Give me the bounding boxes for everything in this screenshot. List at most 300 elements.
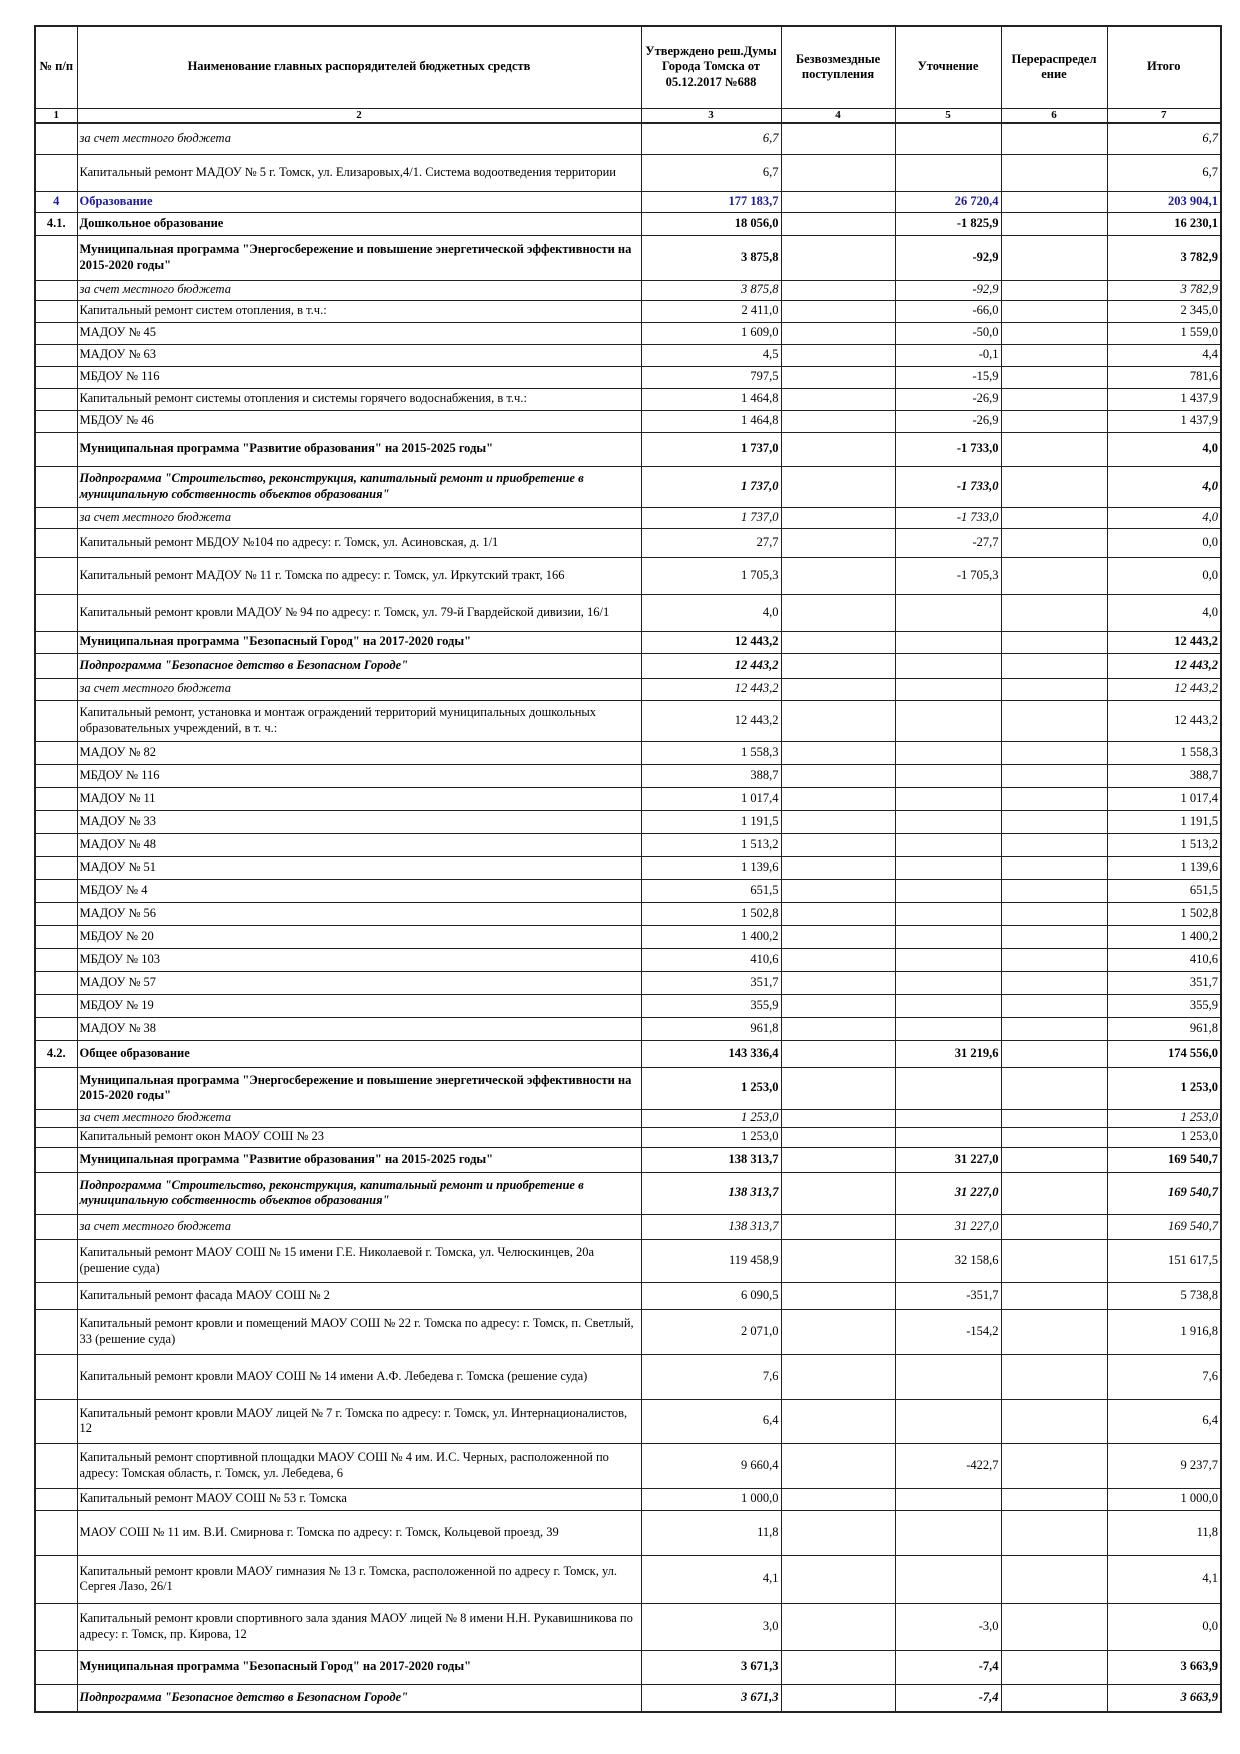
table-row bbox=[35, 123, 1221, 154]
row-name: МБДОУ № 4 bbox=[77, 879, 641, 902]
table-row bbox=[35, 432, 1221, 466]
grants-value bbox=[781, 1488, 895, 1510]
approved-value: 3 671,3 bbox=[641, 1650, 781, 1684]
grants-value bbox=[781, 879, 895, 902]
redistribution-value bbox=[1001, 322, 1107, 344]
redistribution-value bbox=[1001, 902, 1107, 925]
row-name: Капитальный ремонт кровли МАОУ гимназия № 13 г. Томска, расположенной по адресу г. Томск, ул. Сергея Лазо, 26/1 bbox=[77, 1555, 641, 1603]
total-value: 355,9 bbox=[1107, 994, 1221, 1017]
approved-value: 1 609,0 bbox=[641, 322, 781, 344]
grants-value bbox=[781, 1214, 895, 1239]
row-number bbox=[35, 1684, 77, 1712]
total-value: 169 540,7 bbox=[1107, 1172, 1221, 1214]
adjustment-value: -26,9 bbox=[895, 410, 1001, 432]
redistribution-value bbox=[1001, 366, 1107, 388]
approved-value: 1 464,8 bbox=[641, 410, 781, 432]
approved-value: 1 558,3 bbox=[641, 741, 781, 764]
row-name: МАДОУ № 57 bbox=[77, 971, 641, 994]
adjustment-value: -66,0 bbox=[895, 300, 1001, 322]
adjustment-value bbox=[895, 833, 1001, 856]
approved-value: 1 737,0 bbox=[641, 507, 781, 528]
approved-value: 1 253,0 bbox=[641, 1067, 781, 1109]
total-value: 3 782,9 bbox=[1107, 235, 1221, 280]
adjustment-value: -1 733,0 bbox=[895, 507, 1001, 528]
table-row bbox=[35, 1147, 1221, 1172]
redistribution-value bbox=[1001, 1239, 1107, 1282]
total-value: 1 916,8 bbox=[1107, 1309, 1221, 1354]
row-number: 4.2. bbox=[35, 1040, 77, 1067]
adjustment-value bbox=[895, 1488, 1001, 1510]
redistribution-value bbox=[1001, 466, 1107, 507]
row-name: Капитальный ремонт МАОУ СОШ № 15 имени Г.Е. Николаевой г. Томска, ул. Челюскинцев, 20а (решение суда) bbox=[77, 1239, 641, 1282]
adjustment-value: 31 219,6 bbox=[895, 1040, 1001, 1067]
redistribution-value bbox=[1001, 1650, 1107, 1684]
table-row bbox=[35, 212, 1221, 235]
column-number: 6 bbox=[1001, 108, 1107, 123]
total-value: 351,7 bbox=[1107, 971, 1221, 994]
table-row bbox=[35, 810, 1221, 833]
adjustment-value: 31 227,0 bbox=[895, 1172, 1001, 1214]
total-value: 1 558,3 bbox=[1107, 741, 1221, 764]
row-name: за счет местного бюджета bbox=[77, 1214, 641, 1239]
row-name: МАДОУ № 33 bbox=[77, 810, 641, 833]
redistribution-value bbox=[1001, 557, 1107, 594]
total-value: 0,0 bbox=[1107, 1603, 1221, 1650]
approved-value: 4,0 bbox=[641, 594, 781, 631]
approved-value: 4,1 bbox=[641, 1555, 781, 1603]
adjustment-value: -1 733,0 bbox=[895, 466, 1001, 507]
adjustment-value: -1 825,9 bbox=[895, 212, 1001, 235]
row-name: Муниципальная программа "Энергосбережение и повышение энергетической эффективности на 2015-2020 годы" bbox=[77, 1067, 641, 1109]
redistribution-value bbox=[1001, 810, 1107, 833]
total-value: 6,7 bbox=[1107, 154, 1221, 191]
total-value: 169 540,7 bbox=[1107, 1147, 1221, 1172]
table-row bbox=[35, 653, 1221, 678]
row-number bbox=[35, 971, 77, 994]
grants-value bbox=[781, 856, 895, 879]
redistribution-value bbox=[1001, 994, 1107, 1017]
total-value: 2 345,0 bbox=[1107, 300, 1221, 322]
grants-value bbox=[781, 410, 895, 432]
table-row bbox=[35, 528, 1221, 557]
row-number bbox=[35, 280, 77, 300]
approved-value: 177 183,7 bbox=[641, 191, 781, 212]
total-value: 4,0 bbox=[1107, 432, 1221, 466]
adjustment-value bbox=[895, 741, 1001, 764]
adjustment-value bbox=[895, 1127, 1001, 1147]
grants-value bbox=[781, 1282, 895, 1309]
redistribution-value bbox=[1001, 410, 1107, 432]
table-row bbox=[35, 322, 1221, 344]
row-name: Подпрограмма "Строительство, реконструкция, капитальный ремонт и приобретение в муниципальную собственность объектов образования" bbox=[77, 466, 641, 507]
adjustment-value bbox=[895, 856, 1001, 879]
table-row bbox=[35, 1017, 1221, 1040]
adjustment-value bbox=[895, 1109, 1001, 1127]
row-name: Капитальный ремонт кровли МАОУ лицей № 7 г. Томска по адресу: г. Томск, ул. Интернационалистов, 12 bbox=[77, 1399, 641, 1443]
adjustment-value: -154,2 bbox=[895, 1309, 1001, 1354]
total-value: 1 191,5 bbox=[1107, 810, 1221, 833]
row-name: Капитальный ремонт кровли спортивного зала здания МАОУ лицей № 8 имени Н.Н. Рукавишникова по адресу: г. Томск, пр. Кирова, 12 bbox=[77, 1603, 641, 1650]
row-number bbox=[35, 1109, 77, 1127]
grants-value bbox=[781, 154, 895, 191]
row-name: МБДОУ № 116 bbox=[77, 764, 641, 787]
total-value: 410,6 bbox=[1107, 948, 1221, 971]
adjustment-value bbox=[895, 948, 1001, 971]
row-name: за счет местного бюджета bbox=[77, 123, 641, 154]
grants-value bbox=[781, 1172, 895, 1214]
redistribution-value bbox=[1001, 1067, 1107, 1109]
redistribution-value bbox=[1001, 594, 1107, 631]
row-name: Капитальный ремонт систем отопления, в т.ч.: bbox=[77, 300, 641, 322]
grants-value bbox=[781, 466, 895, 507]
redistribution-value bbox=[1001, 280, 1107, 300]
row-number bbox=[35, 366, 77, 388]
row-number bbox=[35, 466, 77, 507]
approved-value: 1 705,3 bbox=[641, 557, 781, 594]
redistribution-value bbox=[1001, 1555, 1107, 1603]
redistribution-value bbox=[1001, 1399, 1107, 1443]
adjustment-value bbox=[895, 879, 1001, 902]
adjustment-value bbox=[895, 653, 1001, 678]
row-number bbox=[35, 1603, 77, 1650]
table-row bbox=[35, 1603, 1221, 1650]
adjustment-value bbox=[895, 1017, 1001, 1040]
approved-value: 6,7 bbox=[641, 123, 781, 154]
table-row bbox=[35, 1067, 1221, 1109]
column-number-row bbox=[35, 108, 1221, 123]
row-number: 4 bbox=[35, 191, 77, 212]
total-value: 3 663,9 bbox=[1107, 1650, 1221, 1684]
adjustment-value bbox=[895, 700, 1001, 741]
adjustment-value: -92,9 bbox=[895, 235, 1001, 280]
approved-value: 1 513,2 bbox=[641, 833, 781, 856]
redistribution-value bbox=[1001, 1214, 1107, 1239]
total-value: 1 000,0 bbox=[1107, 1488, 1221, 1510]
grants-value bbox=[781, 528, 895, 557]
total-value: 4,0 bbox=[1107, 594, 1221, 631]
row-number bbox=[35, 557, 77, 594]
adjustment-value: -1 705,3 bbox=[895, 557, 1001, 594]
adjustment-value: -422,7 bbox=[895, 1443, 1001, 1488]
row-number bbox=[35, 1510, 77, 1555]
total-value: 4,4 bbox=[1107, 344, 1221, 366]
row-number bbox=[35, 856, 77, 879]
redistribution-value bbox=[1001, 787, 1107, 810]
approved-value: 138 313,7 bbox=[641, 1214, 781, 1239]
total-value: 961,8 bbox=[1107, 1017, 1221, 1040]
redistribution-value bbox=[1001, 1684, 1107, 1712]
row-number bbox=[35, 741, 77, 764]
total-value: 203 904,1 bbox=[1107, 191, 1221, 212]
row-name: МБДОУ № 116 bbox=[77, 366, 641, 388]
row-name: Капитальный ремонт МБДОУ №104 по адресу: г. Томск, ул. Асиновская, д. 1/1 bbox=[77, 528, 641, 557]
grants-value bbox=[781, 971, 895, 994]
grants-value bbox=[781, 810, 895, 833]
table-row bbox=[35, 1239, 1221, 1282]
approved-value: 1 464,8 bbox=[641, 388, 781, 410]
approved-value: 355,9 bbox=[641, 994, 781, 1017]
adjustment-value: -0,1 bbox=[895, 344, 1001, 366]
column-number: 7 bbox=[1107, 108, 1221, 123]
grants-value bbox=[781, 1017, 895, 1040]
approved-value: 3 875,8 bbox=[641, 280, 781, 300]
row-number bbox=[35, 1067, 77, 1109]
row-name: за счет местного бюджета bbox=[77, 507, 641, 528]
budget-table bbox=[34, 25, 1222, 1713]
grants-value bbox=[781, 994, 895, 1017]
approved-value: 797,5 bbox=[641, 366, 781, 388]
header-approved: Утверждено реш.Думы Города Томска от 05.12.2017 №688 bbox=[641, 26, 781, 108]
approved-value: 12 443,2 bbox=[641, 631, 781, 653]
total-value: 0,0 bbox=[1107, 557, 1221, 594]
approved-value: 1 191,5 bbox=[641, 810, 781, 833]
redistribution-value bbox=[1001, 678, 1107, 700]
row-number bbox=[35, 1354, 77, 1399]
grants-value bbox=[781, 557, 895, 594]
grants-value bbox=[781, 741, 895, 764]
approved-value: 2 411,0 bbox=[641, 300, 781, 322]
table-row bbox=[35, 833, 1221, 856]
row-number bbox=[35, 1147, 77, 1172]
redistribution-value bbox=[1001, 123, 1107, 154]
total-value: 6,4 bbox=[1107, 1399, 1221, 1443]
row-number bbox=[35, 994, 77, 1017]
grants-value bbox=[781, 212, 895, 235]
total-value: 1 437,9 bbox=[1107, 388, 1221, 410]
grants-value bbox=[781, 235, 895, 280]
table-row bbox=[35, 787, 1221, 810]
redistribution-value bbox=[1001, 1172, 1107, 1214]
row-number bbox=[35, 528, 77, 557]
approved-value: 138 313,7 bbox=[641, 1172, 781, 1214]
grants-value bbox=[781, 123, 895, 154]
approved-value: 6 090,5 bbox=[641, 1282, 781, 1309]
approved-value: 6,7 bbox=[641, 154, 781, 191]
adjustment-value: -7,4 bbox=[895, 1650, 1001, 1684]
adjustment-value bbox=[895, 1510, 1001, 1555]
approved-value: 3 875,8 bbox=[641, 235, 781, 280]
row-number bbox=[35, 300, 77, 322]
column-number: 5 bbox=[895, 108, 1001, 123]
redistribution-value bbox=[1001, 1309, 1107, 1354]
grants-value bbox=[781, 948, 895, 971]
total-value: 4,0 bbox=[1107, 507, 1221, 528]
grants-value bbox=[781, 1040, 895, 1067]
column-number: 3 bbox=[641, 108, 781, 123]
row-number bbox=[35, 879, 77, 902]
total-value: 4,0 bbox=[1107, 466, 1221, 507]
total-value: 9 237,7 bbox=[1107, 1443, 1221, 1488]
row-name: Подпрограмма "Строительство, реконструкция, капитальный ремонт и приобретение в муниципальную собственность объектов образования" bbox=[77, 1172, 641, 1214]
approved-value: 3 671,3 bbox=[641, 1684, 781, 1712]
total-value: 12 443,2 bbox=[1107, 653, 1221, 678]
row-number bbox=[35, 678, 77, 700]
row-name: МБДОУ № 19 bbox=[77, 994, 641, 1017]
row-number bbox=[35, 432, 77, 466]
grants-value bbox=[781, 1510, 895, 1555]
row-name: Капитальный ремонт кровли МАДОУ № 94 по адресу: г. Томск, ул. 79-й Гвардейской дивизии, 16/1 bbox=[77, 594, 641, 631]
table-row bbox=[35, 1488, 1221, 1510]
row-number bbox=[35, 154, 77, 191]
table-row bbox=[35, 557, 1221, 594]
adjustment-value: -27,7 bbox=[895, 528, 1001, 557]
total-value: 6,7 bbox=[1107, 123, 1221, 154]
approved-value: 351,7 bbox=[641, 971, 781, 994]
table-row bbox=[35, 1555, 1221, 1603]
adjustment-value bbox=[895, 631, 1001, 653]
grants-value bbox=[781, 700, 895, 741]
row-number bbox=[35, 948, 77, 971]
grants-value bbox=[781, 902, 895, 925]
approved-value: 410,6 bbox=[641, 948, 781, 971]
column-number: 1 bbox=[35, 108, 77, 123]
total-value: 5 738,8 bbox=[1107, 1282, 1221, 1309]
grants-value bbox=[781, 191, 895, 212]
grants-value bbox=[781, 1443, 895, 1488]
redistribution-value bbox=[1001, 154, 1107, 191]
table-row bbox=[35, 1354, 1221, 1399]
table-row bbox=[35, 388, 1221, 410]
row-number bbox=[35, 344, 77, 366]
adjustment-value bbox=[895, 1354, 1001, 1399]
redistribution-value bbox=[1001, 700, 1107, 741]
row-name: МАДОУ № 38 bbox=[77, 1017, 641, 1040]
table-row bbox=[35, 300, 1221, 322]
row-name: Образование bbox=[77, 191, 641, 212]
row-number bbox=[35, 1239, 77, 1282]
table-row bbox=[35, 1282, 1221, 1309]
column-number: 4 bbox=[781, 108, 895, 123]
row-number bbox=[35, 1555, 77, 1603]
adjustment-value: -26,9 bbox=[895, 388, 1001, 410]
total-value: 174 556,0 bbox=[1107, 1040, 1221, 1067]
total-value: 781,6 bbox=[1107, 366, 1221, 388]
header-redistribution: Перераспредел ение bbox=[1001, 26, 1107, 108]
approved-value: 961,8 bbox=[641, 1017, 781, 1040]
total-value: 0,0 bbox=[1107, 528, 1221, 557]
adjustment-value bbox=[895, 810, 1001, 833]
adjustment-value: -351,7 bbox=[895, 1282, 1001, 1309]
total-value: 1 513,2 bbox=[1107, 833, 1221, 856]
row-number bbox=[35, 1399, 77, 1443]
adjustment-value bbox=[895, 787, 1001, 810]
row-number bbox=[35, 764, 77, 787]
row-name: за счет местного бюджета bbox=[77, 678, 641, 700]
grants-value bbox=[781, 300, 895, 322]
table-body bbox=[35, 123, 1221, 1712]
approved-value: 388,7 bbox=[641, 764, 781, 787]
row-name: Дошкольное образование bbox=[77, 212, 641, 235]
grants-value bbox=[781, 1399, 895, 1443]
grants-value bbox=[781, 1650, 895, 1684]
row-name: Капитальный ремонт кровли МАОУ СОШ № 14 имени А.Ф. Лебедева г. Томска (решение суда) bbox=[77, 1354, 641, 1399]
approved-value: 1 139,6 bbox=[641, 856, 781, 879]
row-number bbox=[35, 1650, 77, 1684]
row-number bbox=[35, 235, 77, 280]
total-value: 4,1 bbox=[1107, 1555, 1221, 1603]
adjustment-value: -3,0 bbox=[895, 1603, 1001, 1650]
approved-value: 12 443,2 bbox=[641, 700, 781, 741]
redistribution-value bbox=[1001, 235, 1107, 280]
grants-value bbox=[781, 280, 895, 300]
row-name: Муниципальная программа "Безопасный Город" на 2017-2020 годы" bbox=[77, 1650, 641, 1684]
redistribution-value bbox=[1001, 388, 1107, 410]
row-name: Капитальный ремонт МАДОУ № 11 г. Томска по адресу: г. Томск, ул. Иркутский тракт, 166 bbox=[77, 557, 641, 594]
total-value: 151 617,5 bbox=[1107, 1239, 1221, 1282]
table-row bbox=[35, 1684, 1221, 1712]
row-number bbox=[35, 1443, 77, 1488]
total-value: 1 253,0 bbox=[1107, 1127, 1221, 1147]
row-name: МБДОУ № 20 bbox=[77, 925, 641, 948]
row-number bbox=[35, 594, 77, 631]
total-value: 11,8 bbox=[1107, 1510, 1221, 1555]
row-number bbox=[35, 1172, 77, 1214]
header-total: Итого bbox=[1107, 26, 1221, 108]
approved-value: 7,6 bbox=[641, 1354, 781, 1399]
row-name: Капитальный ремонт, установка и монтаж ограждений территорий муниципальных дошкольных образовательных учреждений, в т. ч.: bbox=[77, 700, 641, 741]
row-number bbox=[35, 1127, 77, 1147]
header-adjustment: Уточнение bbox=[895, 26, 1001, 108]
table-row bbox=[35, 1443, 1221, 1488]
redistribution-value bbox=[1001, 1147, 1107, 1172]
row-number bbox=[35, 410, 77, 432]
total-value: 1 502,8 bbox=[1107, 902, 1221, 925]
total-value: 12 443,2 bbox=[1107, 700, 1221, 741]
grants-value bbox=[781, 366, 895, 388]
header-name: Наименование главных распорядителей бюджетных средств bbox=[77, 26, 641, 108]
adjustment-value bbox=[895, 678, 1001, 700]
grants-value bbox=[781, 594, 895, 631]
adjustment-value: -1 733,0 bbox=[895, 432, 1001, 466]
approved-value: 1 253,0 bbox=[641, 1109, 781, 1127]
total-value: 1 437,9 bbox=[1107, 410, 1221, 432]
row-number bbox=[35, 631, 77, 653]
adjustment-value bbox=[895, 154, 1001, 191]
table-row bbox=[35, 466, 1221, 507]
grants-value bbox=[781, 1684, 895, 1712]
row-name: Капитальный ремонт системы отопления и системы горячего водоснабжения, в т.ч.: bbox=[77, 388, 641, 410]
total-value: 1 400,2 bbox=[1107, 925, 1221, 948]
total-value: 1 253,0 bbox=[1107, 1067, 1221, 1109]
grants-value bbox=[781, 1147, 895, 1172]
redistribution-value bbox=[1001, 1109, 1107, 1127]
redistribution-value bbox=[1001, 344, 1107, 366]
total-value: 3 782,9 bbox=[1107, 280, 1221, 300]
grants-value bbox=[781, 322, 895, 344]
redistribution-value bbox=[1001, 432, 1107, 466]
column-number: 2 bbox=[77, 108, 641, 123]
row-name: Капитальный ремонт МАДОУ № 5 г. Томск, ул. Елизаровых,4/1. Система водоотведения территории bbox=[77, 154, 641, 191]
table-row bbox=[35, 1172, 1221, 1214]
row-name: Муниципальная программа "Развитие образования" на 2015-2025 годы" bbox=[77, 1147, 641, 1172]
table-row bbox=[35, 1214, 1221, 1239]
approved-value: 12 443,2 bbox=[641, 653, 781, 678]
redistribution-value bbox=[1001, 741, 1107, 764]
grants-value bbox=[781, 1067, 895, 1109]
redistribution-value bbox=[1001, 948, 1107, 971]
grants-value bbox=[781, 925, 895, 948]
total-value: 651,5 bbox=[1107, 879, 1221, 902]
approved-value: 1 000,0 bbox=[641, 1488, 781, 1510]
grants-value bbox=[781, 344, 895, 366]
grants-value bbox=[781, 631, 895, 653]
adjustment-value bbox=[895, 971, 1001, 994]
total-value: 1 017,4 bbox=[1107, 787, 1221, 810]
table-row bbox=[35, 741, 1221, 764]
redistribution-value bbox=[1001, 631, 1107, 653]
row-number bbox=[35, 322, 77, 344]
approved-value: 1 400,2 bbox=[641, 925, 781, 948]
